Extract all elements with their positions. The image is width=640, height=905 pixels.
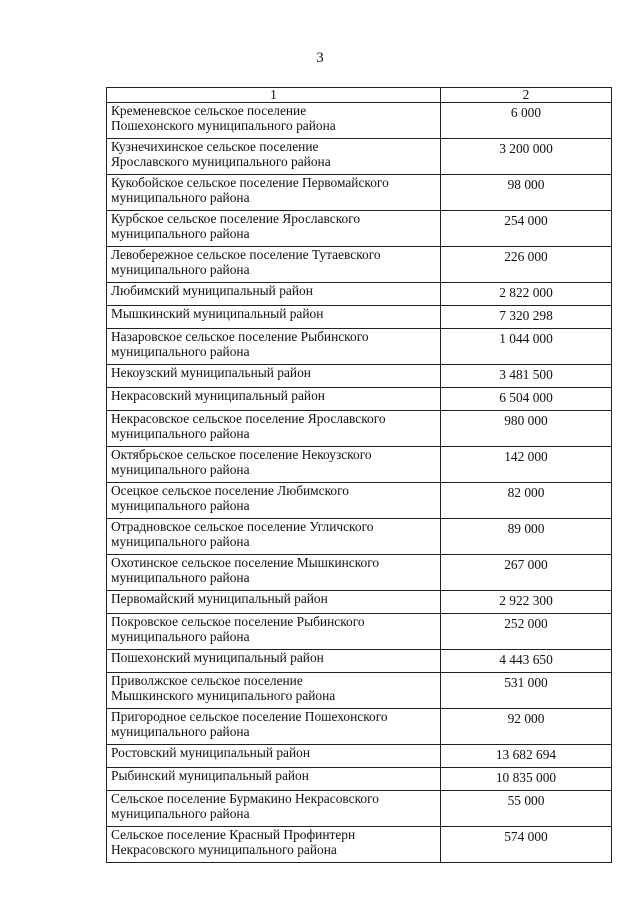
row-name: Мышкинский муниципальный район	[107, 306, 441, 329]
row-value: 6 504 000	[441, 388, 612, 411]
row-value: 254 000	[441, 211, 612, 247]
column-header-value: 2	[441, 88, 612, 103]
row-value: 3 481 500	[441, 365, 612, 388]
table-row	[107, 591, 612, 614]
table-row	[107, 768, 612, 791]
table-row	[107, 306, 612, 329]
row-name: Ростовский муниципальный район	[107, 745, 441, 768]
table-row	[107, 673, 612, 709]
table-row	[107, 247, 612, 283]
row-name: Некрасовский муниципальный район	[107, 388, 441, 411]
table-row	[107, 329, 612, 365]
row-name: Кузнечихинское сельское поселение Ярославского муниципального района	[107, 139, 441, 175]
row-name: Сельское поселение Бурмакино Некрасовского муниципального района	[107, 791, 441, 827]
row-value: 531 000	[441, 673, 612, 709]
row-value: 6 000	[441, 103, 612, 139]
row-name: Курбское сельское поселение Ярославского муниципального района	[107, 211, 441, 247]
table-row	[107, 555, 612, 591]
row-name: Осецкое сельское поселение Любимского муниципального района	[107, 483, 441, 519]
header-row	[107, 88, 612, 103]
row-name: Некоузский муниципальный район	[107, 365, 441, 388]
table-row	[107, 709, 612, 745]
table-body	[107, 103, 612, 863]
data-table	[106, 87, 612, 863]
row-name: Охотинское сельское поселение Мышкинского муниципального района	[107, 555, 441, 591]
row-name: Сельское поселение Красный Профинтерн Некрасовского муниципального района	[107, 827, 441, 863]
row-value: 89 000	[441, 519, 612, 555]
table-row	[107, 519, 612, 555]
row-value: 226 000	[441, 247, 612, 283]
row-value: 7 320 298	[441, 306, 612, 329]
row-name: Назаровское сельское поселение Рыбинского муниципального района	[107, 329, 441, 365]
table-row	[107, 447, 612, 483]
table-row	[107, 103, 612, 139]
table-row	[107, 211, 612, 247]
table-row	[107, 745, 612, 768]
row-name: Некрасовское сельское поселение Ярославского муниципального района	[107, 411, 441, 447]
row-name: Пошехонский муниципальный район	[107, 650, 441, 673]
table-header	[107, 88, 612, 103]
row-value: 3 200 000	[441, 139, 612, 175]
row-name: Первомайский муниципальный район	[107, 591, 441, 614]
row-value: 2 922 300	[441, 591, 612, 614]
row-name: Кременевское сельское поселение Пошехонского муниципального района	[107, 103, 441, 139]
row-value: 82 000	[441, 483, 612, 519]
row-value: 252 000	[441, 614, 612, 650]
row-name: Покровское сельское поселение Рыбинского муниципального района	[107, 614, 441, 650]
row-value: 267 000	[441, 555, 612, 591]
row-value: 55 000	[441, 791, 612, 827]
table-row	[107, 827, 612, 863]
table-row	[107, 483, 612, 519]
row-name: Рыбинский муниципальный район	[107, 768, 441, 791]
row-name: Кукобойское сельское поселение Первомайского муниципального района	[107, 175, 441, 211]
row-name: Любимский муниципальный район	[107, 283, 441, 306]
row-name: Левобережное сельское поселение Тутаевского муниципального района	[107, 247, 441, 283]
row-value: 1 044 000	[441, 329, 612, 365]
row-value: 13 682 694	[441, 745, 612, 768]
row-name: Пригородное сельское поселение Пошехонского муниципального района	[107, 709, 441, 745]
row-name: Приволжское сельское поселение Мышкинского муниципального района	[107, 673, 441, 709]
table-row	[107, 614, 612, 650]
row-name: Октябрьское сельское поселение Некоузского муниципального района	[107, 447, 441, 483]
table-row	[107, 388, 612, 411]
row-value: 98 000	[441, 175, 612, 211]
table-row	[107, 650, 612, 673]
table-row	[107, 139, 612, 175]
column-header-name: 1	[107, 88, 441, 103]
table-row	[107, 411, 612, 447]
row-value: 2 822 000	[441, 283, 612, 306]
table-row	[107, 365, 612, 388]
page-number: 3	[316, 50, 324, 66]
row-value: 142 000	[441, 447, 612, 483]
row-value: 574 000	[441, 827, 612, 863]
row-value: 4 443 650	[441, 650, 612, 673]
row-value: 980 000	[441, 411, 612, 447]
table-row	[107, 283, 612, 306]
table-row	[107, 791, 612, 827]
row-value: 10 835 000	[441, 768, 612, 791]
row-value: 92 000	[441, 709, 612, 745]
table-row	[107, 175, 612, 211]
row-name: Отрадновское сельское поселение Угличского муниципального района	[107, 519, 441, 555]
